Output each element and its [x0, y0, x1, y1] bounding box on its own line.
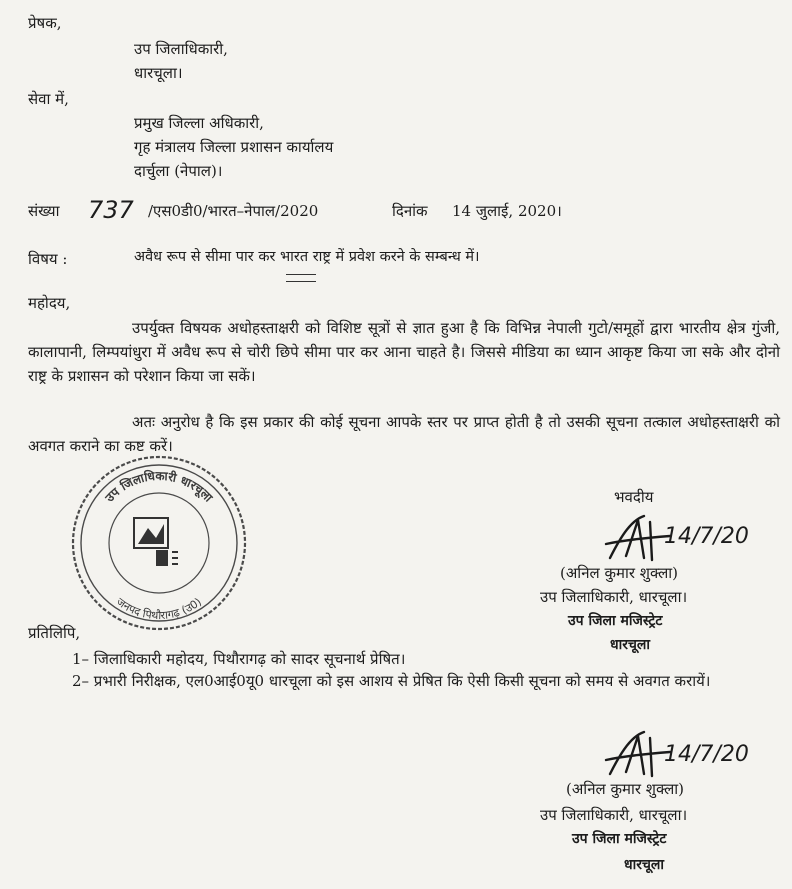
copy-item-2: 2– प्रभारी निरीक्षक, एल0आई0यू0 धारचूला को इस आशय से प्रेषित कि ऐसी किसी सूचना को समय से अवगत करायें।	[72, 672, 711, 690]
svg-text:उप जिलाधिकारी धारचूला	[102, 469, 216, 506]
date-value: 14 जुलाई, 2020।	[452, 202, 562, 220]
signatory-1-designation: उप जिलाधिकारी, धारचूला।	[540, 588, 688, 606]
to-place: दार्चुला (नेपाल)।	[134, 162, 223, 180]
ref-path: /एस0डी0/भारत–नेपाल/2020	[148, 202, 319, 220]
signatory-1-stamp-place: धारचूला	[610, 637, 650, 653]
signatory-1-stamp-title: उप जिला मजिस्ट्रेट	[568, 613, 663, 629]
signature-1-date: 14/7/20	[664, 524, 749, 549]
seal-text-bottom: जनपद पिथौरागढ़ (उ0)	[113, 595, 205, 623]
date-label: दिनांक	[392, 202, 428, 220]
closing-bhavdiya: भवदीय	[614, 488, 654, 506]
from-place: धारचूला।	[134, 64, 183, 82]
salutation: महोदय,	[28, 294, 71, 312]
to-label: सेवा में,	[28, 90, 69, 108]
signatory-2-stamp-title: उप जिला मजिस्ट्रेट	[572, 831, 667, 847]
signatory-1-name: (अनिल कुमार शुक्ला)	[560, 564, 679, 582]
svg-text:जनपद पिथौरागढ़ (उ0)	[114, 595, 204, 622]
copy-label: प्रतिलिपि,	[28, 624, 81, 642]
signatory-2-designation: उप जिलाधिकारी, धारचूला।	[540, 806, 688, 824]
copy-item-1: 1– जिलाधिकारी महोदय, पिथौरागढ़ को सादर सूचनार्थ प्रेषित।	[72, 650, 406, 668]
body-paragraph-2: अतः अनुरोध है कि इस प्रकार की कोई सूचना आपके स्तर पर प्राप्त होती है तो उसकी सूचना तत्काल अधोहस्ताक्षरी को अवगत कराने का कष्ट करें।	[28, 413, 780, 455]
ref-number-handwritten: 737	[88, 196, 134, 224]
body-paragraph-1: उपर्युक्त विषयक अधोहस्ताक्षरी को विशिष्ट सूत्रों से ज्ञात हुआ है कि विभिन्न नेपाली गुटो/समूहों द्वारा भारतीय क्षेत्र गुंजी, कालापानी, लिम्पयांधुरा में अवैध रूप से चोरी छिपे सीमा पार कर आना चाहते है। जिससे मीडिया का ध्यान आकृष्ट किया जा सके और दोनो राष्ट्र के प्रशासन को परेशान किया जा सकें।	[28, 319, 780, 385]
signatory-2-stamp-place: धारचूला	[624, 857, 664, 873]
office-seal-stamp	[68, 452, 250, 634]
from-designation: उप जिलाधिकारी,	[134, 40, 228, 58]
signatory-2-name: (अनिल कुमार शुक्ला)	[566, 780, 685, 798]
subject-label: विषय :	[28, 250, 68, 268]
signature-2-date: 14/7/20	[664, 742, 749, 767]
subject-text: अवैध रूप से सीमा पार कर भारत राष्ट्र में प्रवेश करने के सम्बन्ध में।	[134, 249, 480, 265]
seal-text-top: उप जिलाधिकारी धारचूला	[102, 468, 216, 505]
ref-label: संख्या	[28, 202, 60, 220]
to-office: गृह मंत्रालय जिल्ला प्रशासन कार्यालय	[134, 138, 334, 156]
subject-underline-divider	[286, 274, 316, 282]
from-label: प्रेषक,	[28, 14, 62, 32]
to-designation: प्रमुख जिल्ला अधिकारी,	[134, 114, 264, 132]
seal-emblem-icon	[134, 518, 178, 566]
